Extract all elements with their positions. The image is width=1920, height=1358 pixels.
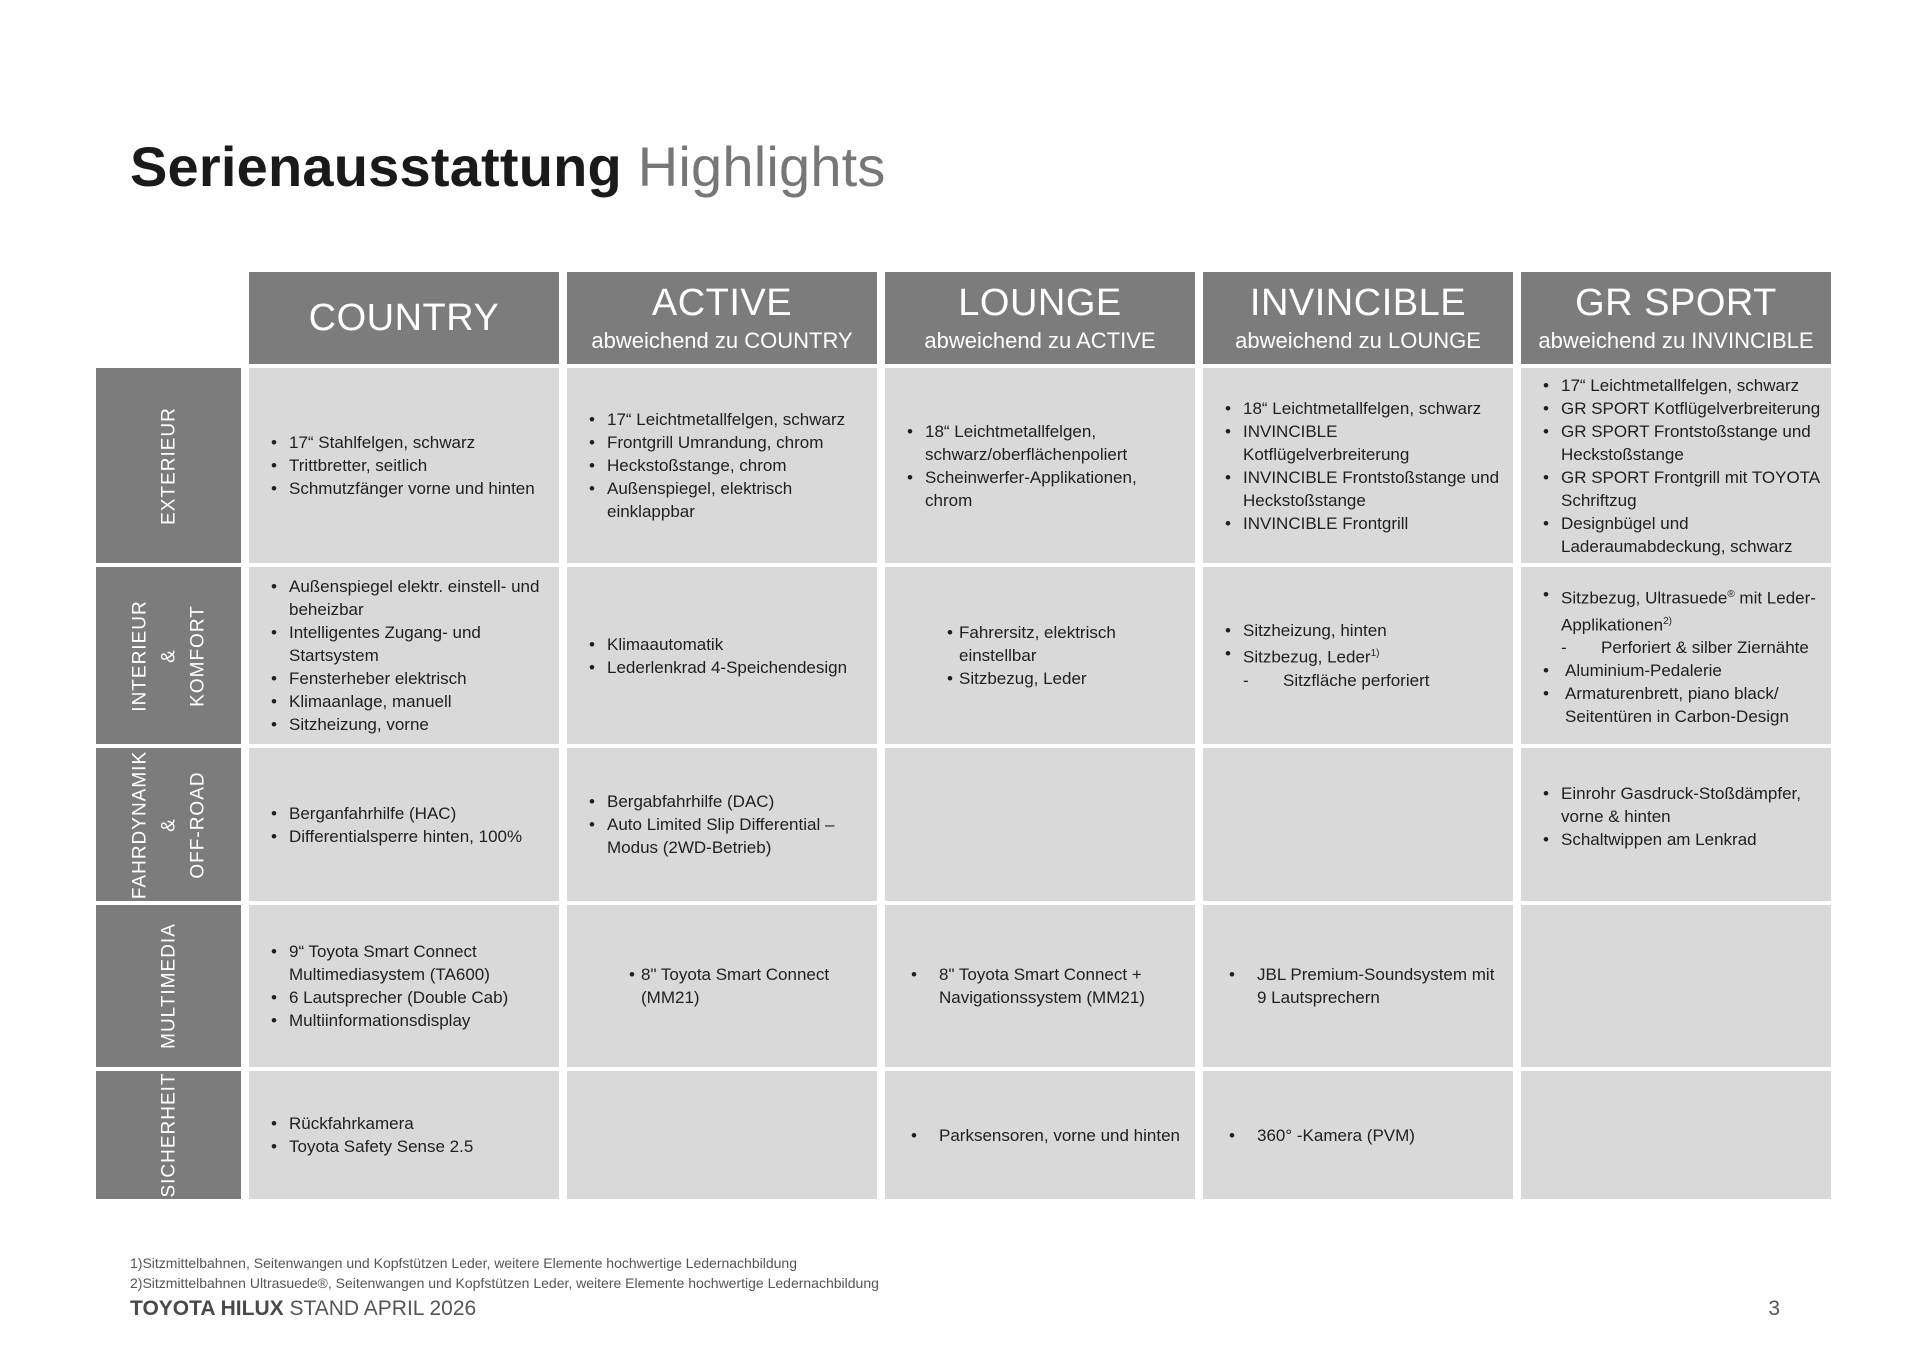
col-name: INVINCIBLE: [1249, 282, 1467, 324]
row-label: SICHERHEIT: [158, 1072, 179, 1198]
col-head-active: [567, 272, 877, 364]
cell-exterieur-invincible: [1203, 368, 1513, 563]
row-label: FAHRDYNAMIK: [129, 750, 150, 899]
title-light: Highlights: [637, 135, 886, 198]
col-name: LOUNGE: [958, 282, 1122, 324]
list-item-text: mit Leder-Applikationen: [1561, 588, 1816, 635]
footnote-2: 2)Sitzmittelbahnen Ultrasuede®, Seitenwangen und Kopfstützen Leder, weitere Elemente hochwertige Ledernachbildung: [130, 1275, 879, 1291]
list-item: • 9“ Toyota Smart Connect Multimediasystem (TA600): [261, 940, 551, 986]
list-item: • Trittbretter, seitlich: [261, 454, 551, 477]
list-item: • Rückfahrkamera: [261, 1112, 551, 1135]
list-item: • 360° -Kamera (PVM): [1215, 1124, 1505, 1147]
list-item-text: Sitzbezug, Ultrasuede: [1561, 588, 1728, 608]
list-item: • Klimaanlage, manuell: [261, 690, 551, 713]
cell-fahrdynamik-grsport: [1521, 748, 1831, 901]
list-item: • GR SPORT Kotflügelverbreiterung: [1533, 397, 1823, 420]
footnote-ref: 2): [1663, 615, 1672, 627]
list-item: • Sitzheizung, vorne: [261, 713, 551, 736]
row-label: &: [158, 648, 179, 663]
cell-interieur-lounge: [885, 567, 1195, 744]
cell-interieur-invincible: [1203, 567, 1513, 744]
col-head-country: [249, 272, 559, 364]
list-item: • 17“ Leichtmetallfelgen, schwarz: [1533, 374, 1823, 397]
cell-exterieur-country: [249, 368, 559, 563]
list-item: • Heckstoßstange, chrom: [579, 454, 869, 477]
list-item: • GR SPORT Frontgrill mit TOYOTA Schriftzug: [1533, 466, 1823, 512]
list-item: • Auto Limited Slip Differential – Modus (2WD-Betrieb): [579, 813, 869, 859]
cell-fahrdynamik-lounge: [885, 748, 1195, 901]
list-item: • Designbügel und Laderaumabdeckung, schwarz: [1533, 512, 1823, 558]
col-head-lounge: [885, 272, 1195, 364]
list-item: • Außenspiegel, elektrisch einklappbar: [579, 477, 869, 523]
cell-sicherheit-country: [249, 1071, 559, 1199]
cell-sicherheit-invincible: [1203, 1071, 1513, 1199]
list-item: • Frontgrill Umrandung, chrom: [579, 431, 869, 454]
list-item-text: Sitzbezug, Leder: [1243, 647, 1371, 667]
col-name: GR SPORT: [1575, 282, 1777, 324]
row-label: KOMFORT: [187, 604, 208, 707]
col-sub: abweichend zu INVINCIBLE: [1538, 328, 1814, 353]
col-sub: abweichend zu ACTIVE: [924, 328, 1156, 353]
col-name: ACTIVE: [651, 282, 793, 324]
footer-brand: TOYOTA HILUX: [130, 1297, 284, 1320]
footer: [130, 1296, 476, 1322]
list-item: • INVINCIBLE Kotflügelverbreiterung: [1215, 420, 1505, 466]
row-head-sicherheit: [96, 1071, 241, 1199]
list-item: • Berganfahrhilfe (HAC): [261, 802, 551, 825]
col-sub: abweichend zu COUNTRY: [591, 328, 853, 353]
cell-interieur-grsport: [1521, 567, 1831, 744]
cell-fahrdynamik-country: [249, 748, 559, 901]
list-item: • 17“ Stahlfelgen, schwarz: [261, 431, 551, 454]
row-head-interieur: [96, 567, 241, 744]
list-item: • 8" Toyota Smart Connect (MM21): [579, 963, 869, 1009]
cell-exterieur-active: [567, 368, 877, 563]
list-item: • Parksensoren, vorne und hinten: [897, 1124, 1187, 1147]
registered-mark: ®: [1727, 588, 1735, 600]
list-item: • Multiinformationsdisplay: [261, 1009, 551, 1032]
list-item: • 8" Toyota Smart Connect + Navigationssystem (MM21): [897, 963, 1187, 1009]
list-item: • Aluminium-Pedalerie: [1533, 659, 1823, 682]
cell-exterieur-grsport: [1521, 368, 1831, 563]
list-item: • Einrohr Gasdruck-Stoßdämpfer, vorne & hinten: [1533, 782, 1823, 828]
cell-interieur-active: [567, 567, 877, 744]
title-bold: Serienausstattung: [130, 135, 622, 198]
list-item: • 18“ Leichtmetallfelgen, schwarz/oberflächenpoliert: [897, 420, 1187, 466]
col-sub: abweichend zu LOUNGE: [1235, 328, 1481, 353]
cell-sicherheit-active: [567, 1071, 877, 1199]
row-head-exterieur: [96, 368, 241, 563]
list-item: • Armaturenbrett, piano black/ Seitentüren in Carbon-Design: [1533, 682, 1823, 728]
footnote-ref: 1): [1370, 648, 1380, 660]
list-item: • Scheinwerfer-Applikationen, chrom: [897, 466, 1187, 512]
cell-interieur-country: [249, 567, 559, 744]
row-label: INTERIEUR: [129, 599, 150, 712]
cell-exterieur-lounge: [885, 368, 1195, 563]
footer-stand: STAND APRIL 2026: [289, 1297, 477, 1320]
list-item: • Schaltwippen am Lenkrad: [1533, 828, 1823, 851]
cell-multimedia-grsport: [1521, 905, 1831, 1067]
list-item: [1215, 642, 1505, 669]
cell-multimedia-country: [249, 905, 559, 1067]
list-subitem: - Perforiert & silber Ziernähte: [1533, 636, 1823, 659]
list-item: • GR SPORT Frontstoßstange und Heckstoßstange: [1533, 420, 1823, 466]
list-item: • JBL Premium-Soundsystem mit 9 Lautsprechern: [1215, 963, 1505, 1009]
row-label: EXTERIEUR: [158, 406, 179, 525]
list-item: • INVINCIBLE Frontgrill: [1215, 512, 1505, 535]
row-head-multimedia: [96, 905, 241, 1067]
cell-multimedia-active: [567, 905, 877, 1067]
row-head-fahrdynamik: [96, 748, 241, 901]
cell-fahrdynamik-active: [567, 748, 877, 901]
list-item: • 18“ Leichtmetallfelgen, schwarz: [1215, 397, 1505, 420]
list-item: • Klimaautomatik: [579, 633, 869, 656]
cell-multimedia-invincible: [1203, 905, 1513, 1067]
list-item: • Sitzheizung, hinten: [1215, 619, 1505, 642]
col-name: COUNTRY: [308, 297, 500, 339]
list-item: • Schmutzfänger vorne und hinten: [261, 477, 551, 500]
list-item: • 17“ Leichtmetallfelgen, schwarz: [579, 408, 869, 431]
list-item: • Lederlenkrad 4-Speichendesign: [579, 656, 869, 679]
list-item: • Fahrersitz, elektrisch einstellbar: [897, 621, 1187, 667]
list-item: • Fensterheber elektrisch: [261, 667, 551, 690]
cell-sicherheit-grsport: [1521, 1071, 1831, 1199]
list-item: • Differentialsperre hinten, 100%: [261, 825, 551, 848]
row-label: OFF-ROAD: [187, 770, 208, 879]
list-item: • Sitzbezug, Leder: [897, 667, 1187, 690]
cell-sicherheit-lounge: [885, 1071, 1195, 1199]
table-corner: [96, 272, 241, 364]
cell-multimedia-lounge: [885, 905, 1195, 1067]
row-label: MULTIMEDIA: [158, 923, 179, 1049]
page-number: 3: [1768, 1297, 1780, 1320]
list-item: • Bergabfahrhilfe (DAC): [579, 790, 869, 813]
footnote-1: 1)Sitzmittelbahnen, Seitenwangen und Kopfstützen Leder, weitere Elemente hochwertige Ledernachbildung: [130, 1255, 797, 1271]
list-item: • Intelligentes Zugang- und Startsystem: [261, 621, 551, 667]
list-subitem: - Sitzfläche perforiert: [1215, 669, 1505, 692]
col-head-invincible: [1203, 272, 1513, 364]
list-item: • INVINCIBLE Frontstoßstange und Heckstoßstange: [1215, 466, 1505, 512]
list-item: • Toyota Safety Sense 2.5: [261, 1135, 551, 1158]
list-item: • Außenspiegel elektr. einstell- und beheizbar: [261, 575, 551, 621]
col-head-grsport: [1521, 272, 1831, 364]
equipment-table: [96, 272, 1833, 1198]
row-label: &: [158, 817, 179, 832]
footnotes: [130, 1253, 879, 1293]
list-item: • 6 Lautsprecher (Double Cab): [261, 986, 551, 1009]
page-title: [130, 132, 886, 202]
cell-fahrdynamik-invincible: [1203, 748, 1513, 901]
list-item: [1533, 583, 1823, 636]
